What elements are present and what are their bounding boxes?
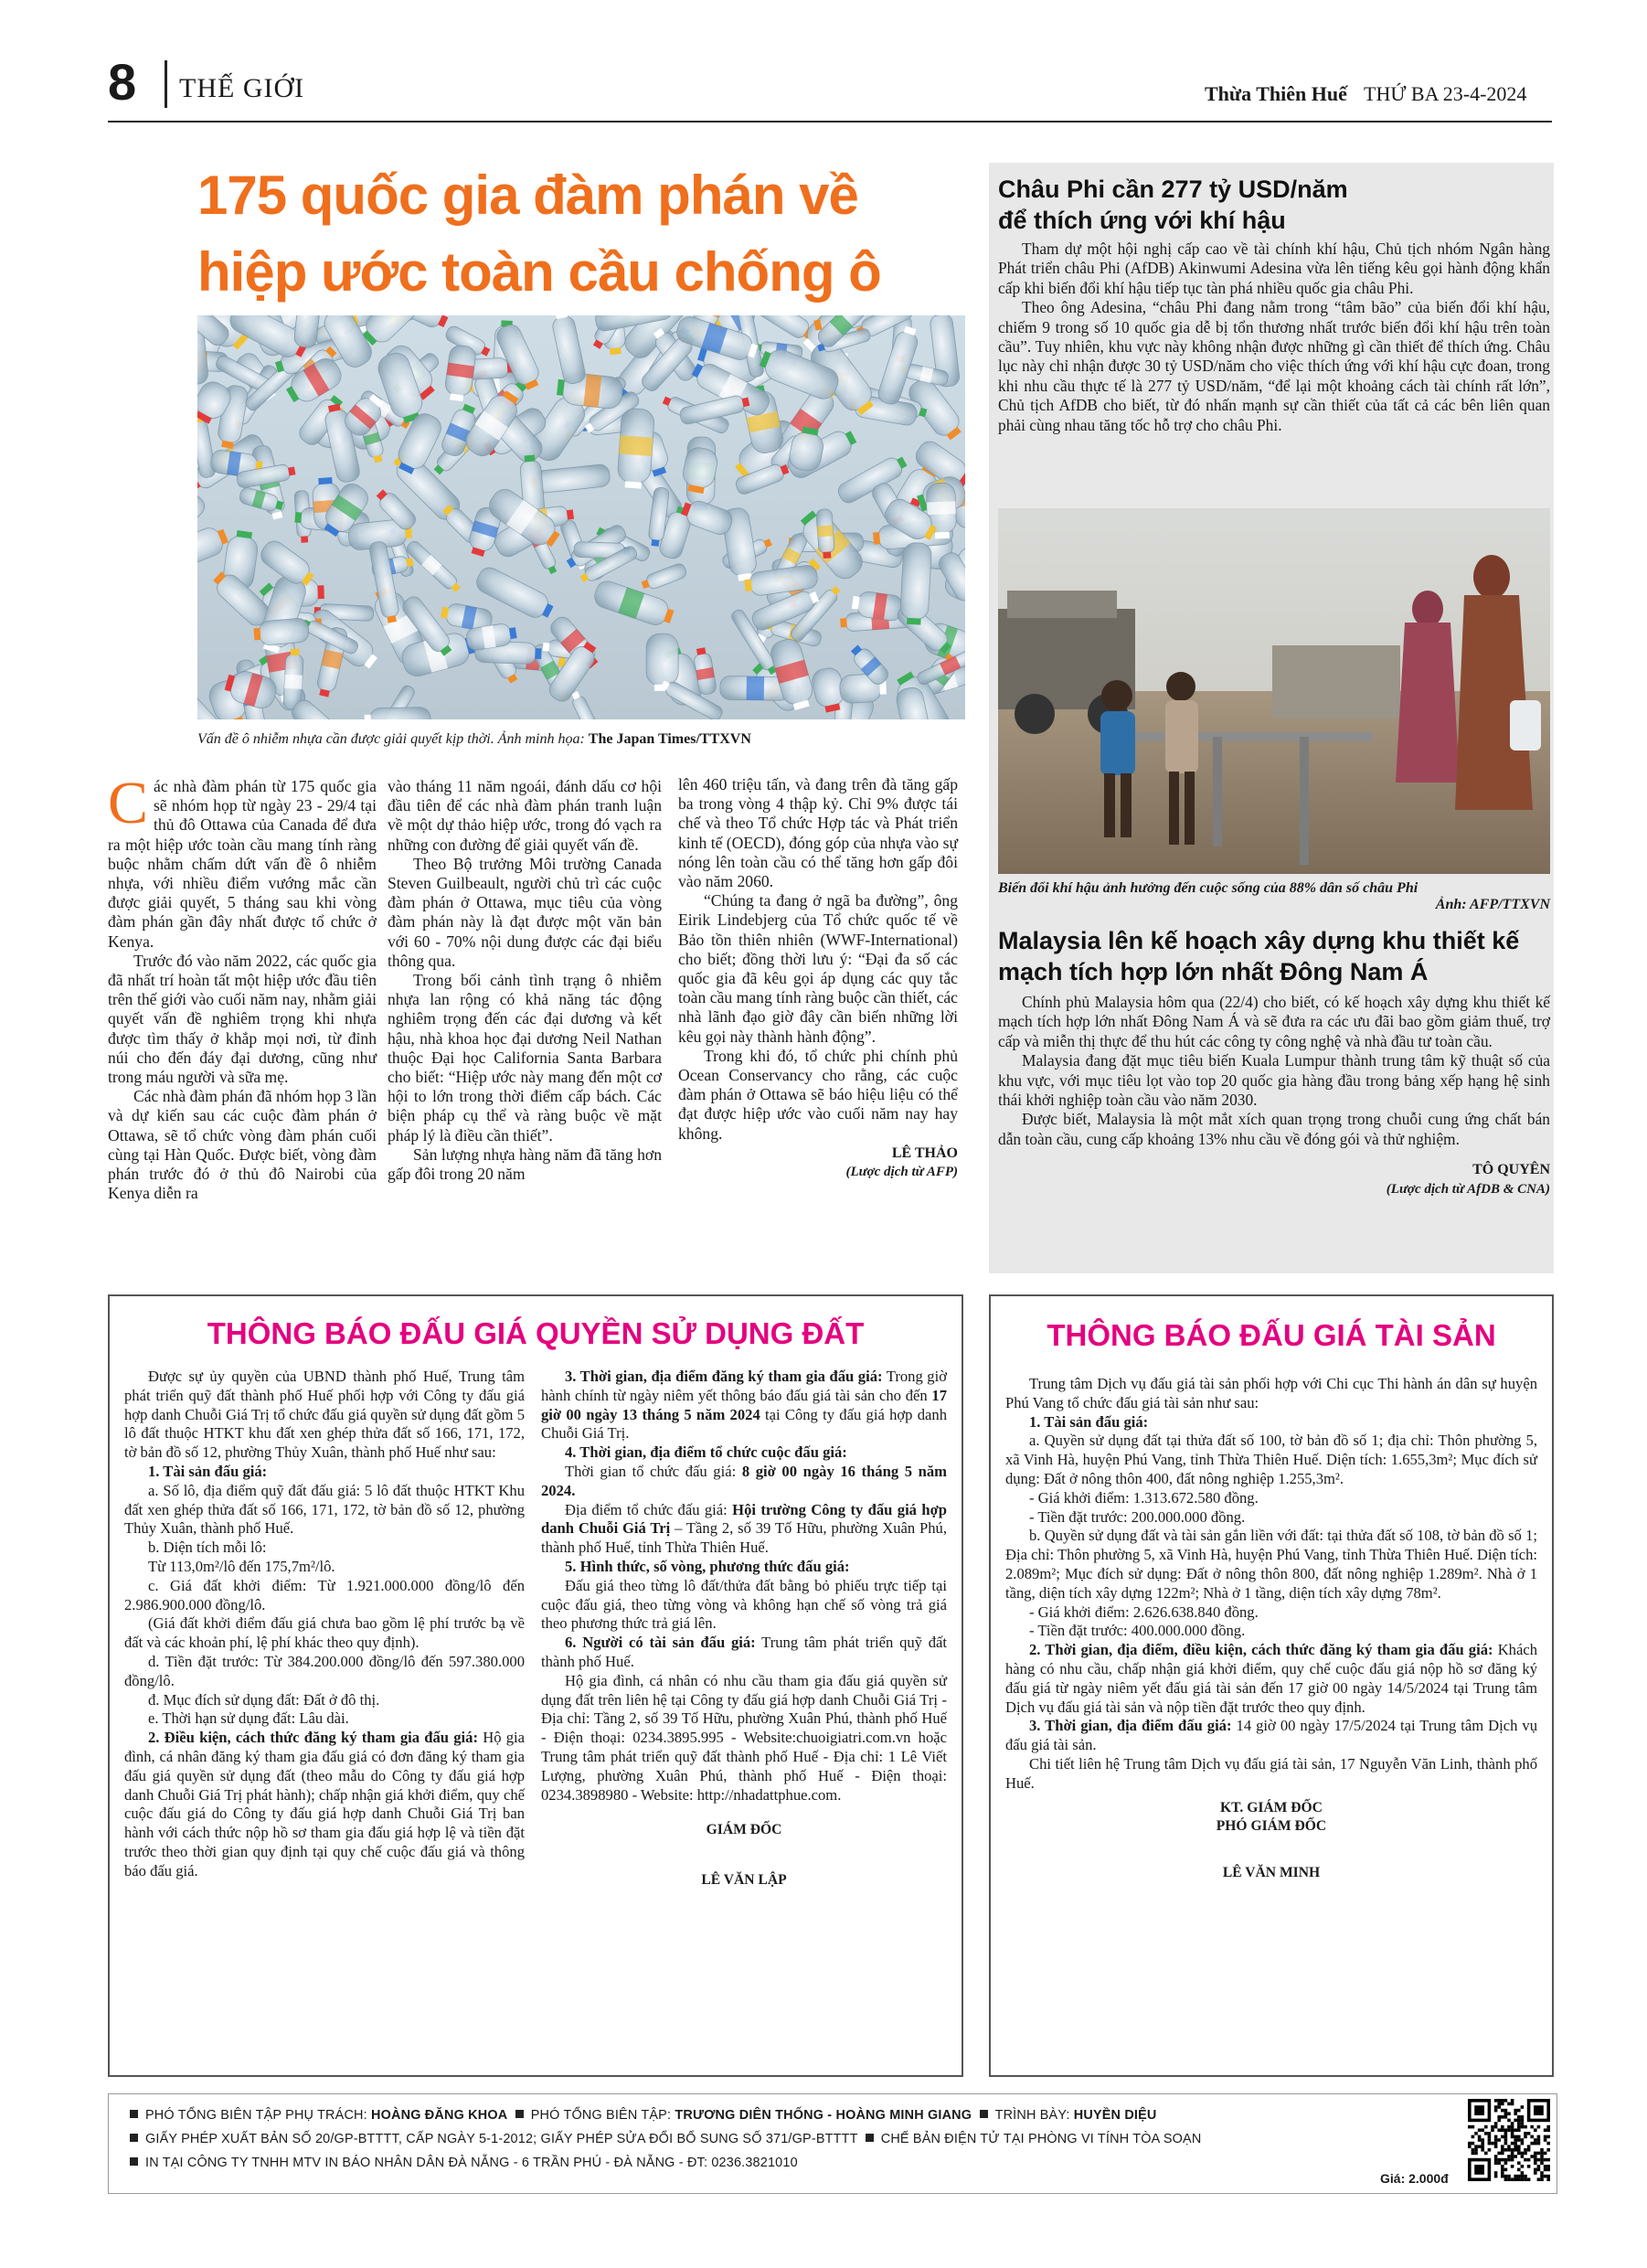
paragraph: e. Thời hạn sử dụng đất: Lâu dài.	[148, 1709, 349, 1728]
paragraph: (Giá đất khởi điểm đấu giá chưa bao gồm lệ phí trước bạ về đất và các khoản phí, lệ phí khác theo quy định).	[124, 1614, 525, 1652]
header-divider	[165, 60, 167, 108]
imprint-line-3: IN TẠI CÔNG TY TNHH MTV IN BÁO NHÂN DÂN ĐÀ NẴNG - 6 TRẦN PHÚ - ĐÀ NẴNG - ĐT: 0236.3821010	[130, 2156, 798, 2170]
header-rule	[108, 121, 1552, 122]
paragraph: Địa điểm tổ chức đấu giá: Hội trường Công ty đấu giá hợp danh Chuỗi Giá Trị – Tầng 2, số 39 Tố Hữu, phường Xuân Phú, thành phố Huế, tỉnh Thừa Thiên Huế.	[541, 1500, 947, 1557]
asset-notice-body	[1005, 1375, 1537, 1883]
publication-name: Thừa Thiên Huế	[1205, 82, 1347, 105]
drop-cap: C	[108, 770, 149, 836]
malaysia-source: (Lược dịch từ AfDB & CNA)	[1386, 1181, 1550, 1197]
paragraph: vào tháng 11 năm ngoái, đánh dấu cơ hội đầu tiên để các nhà đàm phán tranh luận về một dự thảo hiệp ước, trong đó vạch ra những con đường để giải quyết vấn đề.	[388, 777, 662, 854]
paragraph: Từ 113,0m²/lô đến 175,7m²/lô.	[148, 1557, 335, 1575]
section-heading: 1. Tài sản đấu giá:	[1029, 1412, 1149, 1431]
paragraph: 2. Điều kiện, cách thức đăng ký tham gia đấu giá: Hộ gia đình, cá nhân đăng ký tham gia đấu giá có đơn đăng ký tham gia đấu giá quyền sử dụng đất (theo mẫu do Công ty đấu giá hợp danh Chuỗi Giá Trị phát hành); chấp nhận giá khởi điểm, quy chế cuộc đấu giá do Công ty đấu giá hợp danh Chuỗi Giá Trị ban hành với cách thức nộp hồ sơ tham gia đấu giá hợp lệ và tiền đặt trước theo thời gian quy định tại quy chế cuộc đấu giá và thông báo đấu giá.	[124, 1729, 526, 1879]
paragraph: 2. Thời gian, địa điểm, điều kiện, cách thức đăng ký tham gia đấu giá: Khách hàng có nhu cầu, chấp nhận giá khởi điểm, quy chế cuộc đấu giá nộp hồ sơ đăng ký đấu giá từ ngày niêm yết đấu giá tài sản đến 17 giờ 00 ngày 14/5/2024 tại Trung tâm Dịch vụ đấu giá tài sản và nộp tiền đặt trước theo quy định.	[1005, 1641, 1537, 1716]
malaysia-author: TÔ QUYÊN	[1472, 1162, 1550, 1178]
land-notice-sign-name: LÊ VĂN LẬP	[701, 1872, 787, 1889]
paragraph: lên 460 triệu tấn, và đang trên đà tăng gấp ba trong vòng 4 thập kỷ. Chỉ 9% được tái chế và theo Tổ chức Hợp tác và Phát triển kinh tế (OECD), đóng góp của nhựa vào sự nóng lên toàn cầu có thể tăng hơn gấp đôi vào năm 2060.	[678, 775, 958, 891]
paragraph: 6. Người có tài sản đấu giá: Trung tâm phát triển quỹ đất thành phố Huế.	[541, 1634, 948, 1670]
africa-photo-caption-box	[998, 880, 1550, 913]
asset-notice-sign-2: PHÓ GIÁM ĐỐC	[1216, 1818, 1327, 1835]
article-author: LÊ THẢO	[891, 1145, 958, 1161]
asset-notice-sign-1: KT. GIÁM ĐỐC	[1220, 1799, 1323, 1815]
paragraph: - Giá khởi điểm: 2.626.638.840 đồng.	[1029, 1603, 1259, 1621]
paragraph: Trung tâm Dịch vụ đấu giá tài sản phối hợp với Chi cục Thi hành án dân sự huyện Phú Vang tổ chức đấu giá tài sản như sau:	[1005, 1375, 1537, 1411]
article-column-1	[108, 770, 377, 1203]
land-notice-column-2	[541, 1368, 947, 1890]
paragraph: Trước đó vào năm 2022, các quốc gia đã nhất trí hoàn tất một hiệp ước đầu tiên trên thế giới vào cuối năm nay, nhằm giải quyết vấn đề nghiêm trọng khi nhựa được tìm thấy ở khắp mọi nơi, từ đỉnh núi cho đến đáy đại dương, cũng như trong máu người và sữa mẹ.	[108, 951, 377, 1087]
qr-code-icon[interactable]	[1468, 2099, 1550, 2181]
asset-notice-title: THÔNG BÁO ĐẤU GIÁ TÀI SẢN	[1047, 1318, 1496, 1352]
paragraph: Sản lượng nhựa hàng năm đã tăng hơn gấp đôi trong 20 năm	[388, 1145, 662, 1184]
africa-children-photo	[998, 508, 1550, 874]
paragraph: Theo ông Adesina, “châu Phi đang nằm trong “tâm bão” của biến đổi khí hậu, chiếm 9 trong số 10 quốc gia dễ bị tổn thương nhất trước biến đổi khí hậu trên toàn cầu”. Tuy nhiên, khu vực này không nhận được những gì cần thiết để thích ứng. Châu lục này chỉ nhận được 30 tỷ USD/năm cho việc thích ứng với khí hậu cực đoan, trong khi nhu cầu thực tế là 277 tỷ USD/năm, “để lại một khoảng cách tài chính rất lớn”, Chủ tịch AfDB cho biết, từ đó nhấn mạnh sự cần thiết của tất cả các bên liên quan phải cùng nhau tăng tốc hỗ trợ cho châu Phi.	[998, 298, 1550, 434]
paragraph: - Tiền đặt trước: 400.000.000 đồng.	[1029, 1622, 1246, 1640]
paragraph: Chi tiết liên hệ Trung tâm Dịch vụ đấu giá tài sản, 17 Nguyễn Văn Linh, thành phố Huế.	[1005, 1754, 1537, 1792]
caption-credit: The Japan Times/TTXVN	[588, 731, 751, 747]
article-column-2	[388, 777, 662, 1184]
paragraph: Chính phủ Malaysia hôm qua (22/4) cho biết, có kế hoạch xây dựng khu thiết kế mạch tích hợp lớn nhất Đông Nam Á và sẽ đưa ra các ưu đãi bao gồm giảm thuế, trợ cấp và miễn thị thực để thu hút các công ty công nghệ và nhà đầu tư toàn cầu.	[998, 993, 1550, 1050]
section-heading: 1. Tài sản đấu giá:	[148, 1462, 268, 1480]
land-notice-title: THÔNG BÁO ĐẤU GIÁ QUYỀN SỬ DỤNG ĐẤT	[207, 1316, 865, 1350]
paragraph: Được biết, Malaysia là một mắt xích quan trọng trong chuỗi cung ứng chất bán dẫn toàn cầu, cung cấp khoảng 13% nhu cầu về đóng gói và thử nghiệm.	[998, 1110, 1550, 1148]
plastic-bottle	[899, 542, 931, 625]
paragraph: c. Giá đất khởi điểm: Từ 1.921.000.000 đồng/lô đến 2.986.900.000 đồng/lô.	[124, 1576, 525, 1613]
asset-notice-sign-name: LÊ VĂN MINH	[1222, 1865, 1321, 1881]
paragraph: “Chúng ta đang ở ngã ba đường”, ông Eirik Lindebjerg của Tổ chức quốc tế về Bảo tồn thiên nhiên (WWF-International) cho biết; đồng thời lưu ý: “Đại đa số các quốc gia đã kêu gọi áp dụng các quy tắc toàn cầu mang tính ràng buộc cần thiết, các nhà lãnh đạo giờ đây cần biến những lời kêu gọi này thành hành động”.	[678, 891, 958, 1046]
paragraph: Được sự ủy quyền của UBND thành phố Huế, Trung tâm phát triển quỹ đất thành phố Huế phối hợp với Công ty đấu giá hợp danh Chuỗi Giá Trị tổ chức đấu giá quyền sử dụng đất gồm 5 lô đất thuộc HTKT khu đất xen ghép thửa đất số 166, 171, 172, tờ bản đồ số 12, phường Thủy Xuân, thành phố Huế như sau:	[124, 1368, 525, 1462]
section-heading: 4. Thời gian, địa điểm tổ chức cuộc đấu giá:	[565, 1443, 847, 1462]
paragraph: - Giá khởi điểm: 1.313.672.580 đồng.	[1029, 1488, 1259, 1507]
malaysia-headline: Malaysia lên kế hoạch xây dựng khu thiết kế mạch tích hợp lớn nhất Đông Nam Á	[998, 927, 1520, 985]
children-water-tap-image	[998, 508, 1550, 874]
land-notice-sign-title: GIÁM ĐỐC	[706, 1822, 782, 1838]
africa-photo-caption: Biến đổi khí hậu ảnh hưởng đến cuộc sống của 88% dân số châu Phi	[998, 880, 1419, 896]
main-photo-caption	[197, 731, 983, 748]
main-headline: 175 quốc gia đàm phán về hiệp ước toàn cầu chống ô	[197, 165, 881, 303]
bullet-square-icon	[130, 2157, 138, 2166]
africa-photo-credit: Ảnh: AFP/TTXVN	[1435, 897, 1550, 912]
bullet-square-icon	[130, 2134, 138, 2142]
imprint-line-2: GIẤY PHÉP XUẤT BẢN SỐ 20/GP-BTTTT, CẤP NGÀY 5-1-2012; GIẤY PHÉP SỬA ĐỔI BỔ SUNG SỐ 371/GP-BTTTT CHẾ BẢN ĐIỆN TỬ TẠI PHÒNG VI TÍNH TÒA SOẠN	[130, 2132, 1201, 2146]
paragraph: Hộ gia đình, cá nhân có nhu cầu tham gia đấu giá quyền sử dụng đất trên liên hệ tại Công ty đấu giá hợp danh Chuỗi Giá Trị - Địa chỉ: Tầng 2, số 39 Tố Hữu, phường Xuân Phú, thành phố Huế - Điện thoại: 0234.3895.995 - Website:chuoigiatri.com.vn hoặc Trung tâm phát triển quỹ đất thành phố Huế - Địa chỉ: 1 Lê Viết Lượng, phường Xuân Phú, thành phố Huế - Điện thoại: 0234.3898980 - Website: http://nhadattphue.com.	[541, 1671, 947, 1804]
paragraph: 3. Thời gian, địa điểm đấu giá: 14 giờ 00 ngày 17/5/2024 tại Trung tâm Dịch vụ đấu giá tài sản.	[1005, 1717, 1538, 1754]
paragraph: Thời gian tổ chức đấu giá: 8 giờ 00 ngày 16 tháng 5 năm 2024.	[541, 1462, 947, 1499]
paragraph: Các nhà đàm phán từ 175 quốc gia sẽ nhóm họp từ ngày 23 - 29/4 tại thủ đô Ottawa của Canada để đưa ra một hiệp ước toàn cầu mang tính ràng buộc nhằm chấm dứt vấn đề ô nhiễm nhựa, với nhiều điểm vướng mắc cần được giải quyết, 5 tháng sau khi vòng đàm phán gần đây nhất được tổ chức ở Kenya.	[108, 770, 377, 951]
paragraph: a. Số lô, địa điểm quỹ đất đấu giá: 5 lô đất thuộc HTKT Khu đất xen ghép thửa đất số 166, 171, 172, tờ bản đồ số 12, phường Thủy Xuân, thành phố Huế.	[124, 1481, 525, 1538]
bullet-square-icon	[515, 2110, 524, 2118]
paragraph: đ. Mục đích sử dụng đất: Đất ở đô thị.	[148, 1690, 380, 1709]
paragraph: Tham dự một hội nghị cấp cao về tài chính khí hậu, Chủ tịch nhóm Ngân hàng Phát triển châu Phi (AfDB) Akinwumi Adesina vừa lên tiếng kêu gọi hành động khẩn cấp khi biến đổi khí hậu tiếp tục tàn phá nhiều quốc gia châu Phi.	[998, 240, 1550, 297]
plastic-bottles-image	[197, 315, 965, 719]
paragraph: - Tiền đặt trước: 200.000.000 đồng.	[1029, 1507, 1246, 1526]
section-heading: 5. Hình thức, số vòng, phương thức đấu giá:	[565, 1557, 850, 1575]
land-notice-column-1	[124, 1368, 525, 1881]
price-label: Giá: 2.000đ	[1380, 2171, 1449, 2186]
paragraph: b. Quyền sử dụng đất và tài sản gắn liền với đất: tại thửa đất số 108, tờ bản đồ số 1; Địa chỉ: Thôn phường 5, xã Vinh Hà, huyện Phú Vang, tỉnh Thừa Thiên Huế. Diện tích: 2.089m²; Mục đích sử dụng: Đất ở nông thôn 800, đất nông nghiệp 1.289m². Nhà ở 1 tầng, diện tích xây dựng 122m²; Nhà ở 1 tầng, diện tích xây dựng 78m².	[1005, 1527, 1537, 1602]
caption-text: Vấn đề ô nhiễm nhựa cần được giải quyết kịp thời. Ảnh minh họa:	[197, 731, 585, 747]
africa-article-body	[998, 240, 1550, 435]
paragraph: Đấu giá theo từng lô đất/thửa đất bằng bỏ phiếu trực tiếp tại cuộc đấu giá, theo từng vòng và không hạn chế số vòng trả giá theo phương thức trả giá lên.	[541, 1576, 947, 1633]
issue-date: THỨ BA 23-4-2024	[1364, 82, 1527, 105]
bullet-square-icon	[980, 2110, 988, 2118]
paragraph: 3. Thời gian, địa điểm đăng ký tham gia đấu giá: Trong giờ hành chính từ ngày niêm yết thông báo đấu giá tài sản cho đến 17 giờ 00 ngày 13 tháng 5 năm 2024 tại Công ty đấu giá hợp danh Chuỗi Giá Trị.	[541, 1368, 947, 1443]
paragraph: Trong bối cảnh tình trạng ô nhiễm nhựa lan rộng có khả năng tác động nghiêm trọng đến các đại dương và kết hậu, nhà khoa học đại dương Neil Nathan thuộc Đại học California Santa Barbara cho biết: “Hiệp ước này mang đến một cơ hội to lớn trong thời điểm cấp bách. Các biện pháp cụ thể và ràng buộc về mặt pháp lý là điều cần thiết”.	[388, 971, 662, 1145]
article-source: (Lược dịch từ AFP)	[845, 1165, 958, 1180]
imprint-line-1: PHÓ TỔNG BIÊN TẬP PHỤ TRÁCH: HOÀNG ĐĂNG KHOA PHÓ TỔNG BIÊN TẬP: TRƯƠNG DIÊN THỐNG - HOÀNG MINH GIANG TRÌNH BÀY: HUYỀN DIỆU	[130, 2108, 1157, 2123]
bullet-square-icon	[130, 2110, 138, 2118]
section-title: THẾ GIỚI	[179, 73, 305, 103]
paragraph: a. Quyền sử dụng đất tại thửa đất số 100, tờ bản đồ số 1; địa chỉ: Thôn phường 5, xã Vinh Hà, huyện Phú Vang, tỉnh Thừa Thiên Huế. Diện tích: 1.655,3m²; Mục đích sử dụng: Đất ở nông thôn 400, đất nông nghiệp 1.255,3m².	[1005, 1432, 1537, 1487]
malaysia-article-body	[998, 993, 1550, 1199]
article-column-3	[678, 775, 958, 1182]
paragraph: Theo Bộ trưởng Môi trường Canada Steven Guilbeault, người chủ trì các cuộc đàm phán ở Ottawa, mục tiêu của vòng đàm phán này là đạt được một văn bản với 60 - 70% nội dung được các đại biểu thông qua.	[388, 854, 662, 970]
paragraph: d. Tiền đặt trước: Từ 384.200.000 đồng/lô đến 597.380.000 đồng/lô.	[124, 1652, 525, 1689]
paragraph: b. Diện tích mỗi lô:	[148, 1539, 267, 1557]
bullet-square-icon	[866, 2134, 874, 2142]
africa-headline: Châu Phi cần 277 tỷ USD/năm để thích ứng với khí hậu	[998, 176, 1348, 234]
plastic-waste-photo	[197, 315, 965, 719]
paragraph: Trong khi đó, tổ chức phi chính phủ Ocean Conservancy cho rằng, các cuộc đàm phán ở Ottawa sẽ báo hiệu liệu có thể đạt được hiệp ước vào cuối năm nay hay không.	[678, 1046, 958, 1143]
paragraph: Malaysia đang đặt mục tiêu biến Kuala Lumpur thành trung tâm kỹ thuật số của khu vực, với mục tiêu lọt vào top 20 quốc gia hàng đầu trong bảng xếp hạng hệ sinh thái khởi nghiệp toàn cầu vào năm 2030.	[998, 1051, 1550, 1110]
paragraph: Các nhà đàm phán đã nhóm họp 3 lần và dự kiến sau các cuộc đàm phán ở Ottawa, sẽ tổ chức vòng đàm phán cuối cùng tại Hàn Quốc. Được biết, vòng đàm phán trước đó ở thủ đô Nairobi của Kenya diễn ra	[108, 1087, 377, 1203]
page-number: 8	[108, 53, 137, 111]
